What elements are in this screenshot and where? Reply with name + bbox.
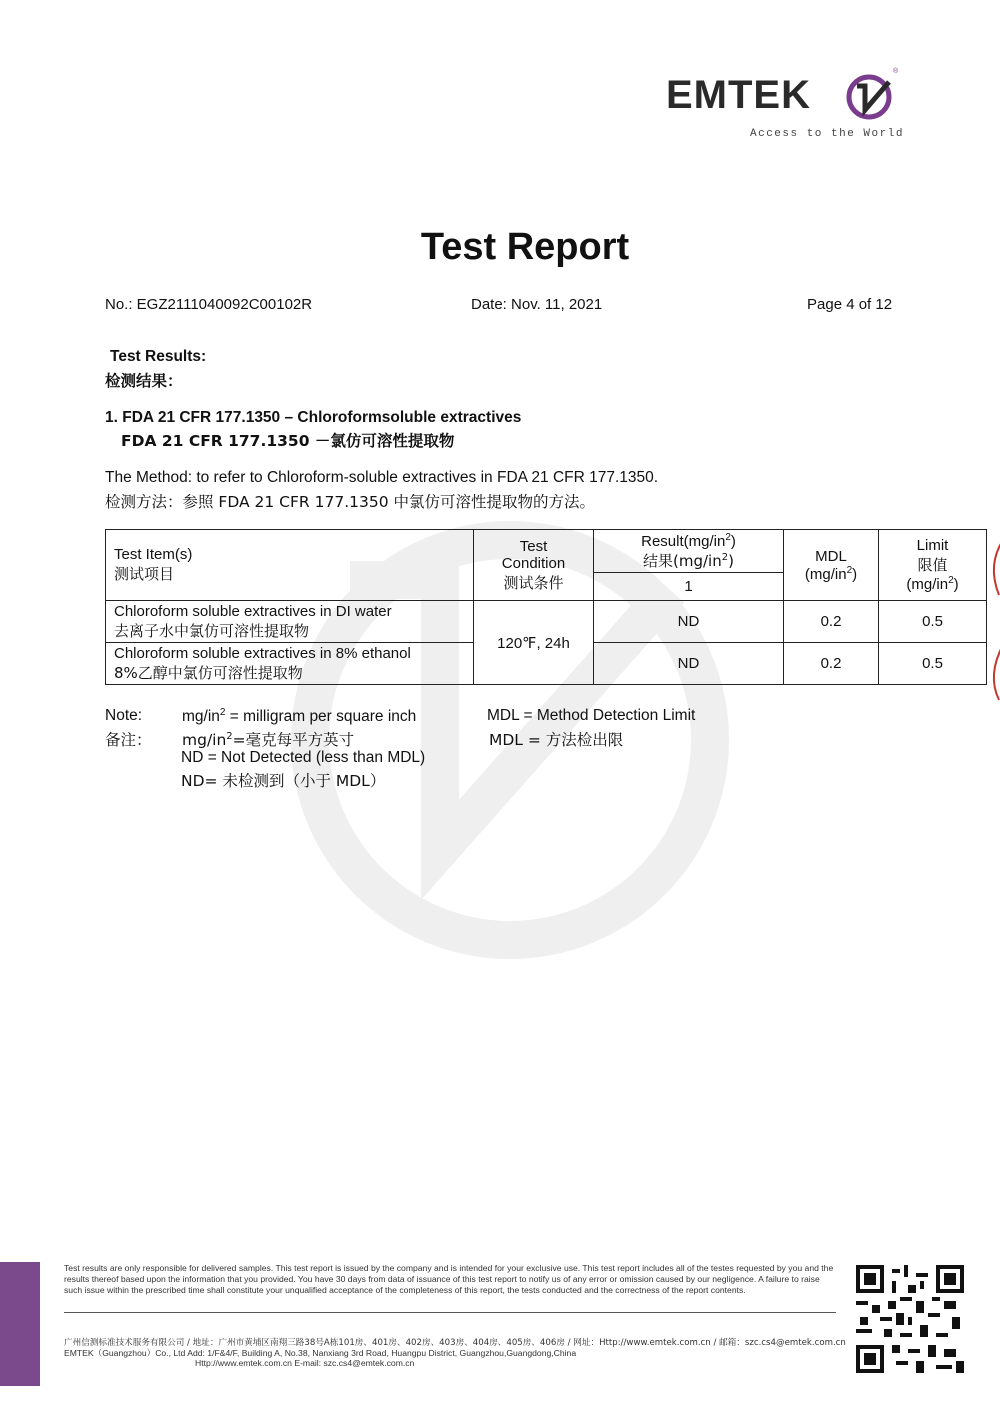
note-mdl-cn: MDL = 方法检出限 <box>489 731 624 749</box>
report-number: No.: EGZ2111040092C00102R <box>105 296 313 313</box>
footer-address-cn: 广州信测标准技术服务有限公司 / 地址：广州市黄埔区南翔三路38号A栋101房、401房、402房、403房、404房、405房、406房 / 网址：Http://www.emtek.com.cn / 邮箱：szc.cs4@emtek.com.cn <box>64 1338 846 1348</box>
header-test-condition: Test Condition 测试条件 <box>474 530 594 601</box>
qr-code-icon <box>856 1265 964 1373</box>
note-mdl: MDL = Method Detection Limit <box>487 707 696 724</box>
header-result: $Result(mg/in^2)$ 结果$(mg/in^2)$ <box>594 530 784 573</box>
footer-address-en: EMTEK（Guangzhou）Co., Ltd Add: 1/F&4/F, Building A, No.38, Nanxiang 3rd Road, Huangpu District, Guangzhou,Guangdong,China <box>64 1348 577 1358</box>
table-row <box>106 601 987 643</box>
registered-mark: ® <box>893 68 899 75</box>
report-date: Date: Nov. 11, 2021 <box>471 296 603 313</box>
footer-accent-bar <box>0 1262 40 1386</box>
row-item: Chloroform soluble extractives in DI water 去离子水中氯仿可溶性提取物 <box>106 601 474 643</box>
section-title-cn: FDA 21 CFR 177.1350 －氯仿可溶性提取物 <box>121 432 455 450</box>
note-nd-cn: ND= 未检测到（小于 MDL） <box>181 772 386 790</box>
note-label: Note: <box>105 707 143 724</box>
row-condition: 120℉, 24h <box>474 601 594 685</box>
results-heading: Test Results: <box>110 348 207 365</box>
row-result: ND <box>594 643 784 685</box>
brand-tagline: Access to the World <box>750 128 904 140</box>
footer-disclaimer: Test results are only responsible for delivered samples. This test report is issued by the company and is intended for your exclusive use. This test report includes all of the testes requested by you and the results thereof based upon the information that you provided. You have 30 days from data of issuance of this test report to notify us of any error or omission caused by our negligence. A failure to raise such issue within the prescribed time shall constitute your unqualified acceptance of the completeness of this report, the tests conducted and the correctness of the report contents. <box>64 1263 834 1296</box>
header-test-item: Test Item(s) 测试项目 <box>106 530 474 601</box>
header-result-sample: 1 <box>594 573 784 601</box>
brand-logo-text: EMTEK <box>666 73 811 117</box>
note-unit-cn: $mg/in^2=$毫克每平方英寸 <box>182 730 355 749</box>
header-mdl: MDL $(mg/in^2)$ <box>784 530 879 601</box>
row-mdl: 0.2 <box>784 601 879 643</box>
stamp-fragment <box>985 535 1000 705</box>
results-heading-cn: 检测结果： <box>105 372 183 390</box>
row-limit: 0.5 <box>879 601 987 643</box>
row-mdl: 0.2 <box>784 643 879 685</box>
logo-check-icon <box>845 72 895 122</box>
method-text-cn: 检测方法：参照 FDA 21 CFR 177.1350 中氯仿可溶性提取物的方法。 <box>105 493 596 511</box>
report-title: Test Report <box>420 226 630 268</box>
footer-divider <box>64 1312 836 1313</box>
note-nd: ND = Not Detected (less than MDL) <box>181 749 426 766</box>
method-text: The Method: to refer to Chloroform-soluble extractives in FDA 21 CFR 177.1350. <box>105 469 659 486</box>
footer-web: Http://www.emtek.com.cn E-mail: szc.cs4@emtek.com.cn <box>195 1358 415 1368</box>
results-table <box>105 529 987 685</box>
row-result: ND <box>594 601 784 643</box>
note-label-cn: 备注： <box>105 731 152 749</box>
row-limit: 0.5 <box>879 643 987 685</box>
row-item: Chloroform soluble extractives in 8% ethanol 8%乙醇中氯仿可溶性提取物 <box>106 643 474 685</box>
section-title: 1. FDA 21 CFR 177.1350 – Chloroformsoluble extractives <box>105 409 522 426</box>
page-number: Page 4 of 12 <box>807 296 893 313</box>
header-limit: Limit 限值 $(mg/in^2)$ <box>879 530 987 601</box>
note-unit: $mg/in^2$ = milligram per square inch <box>182 707 417 726</box>
